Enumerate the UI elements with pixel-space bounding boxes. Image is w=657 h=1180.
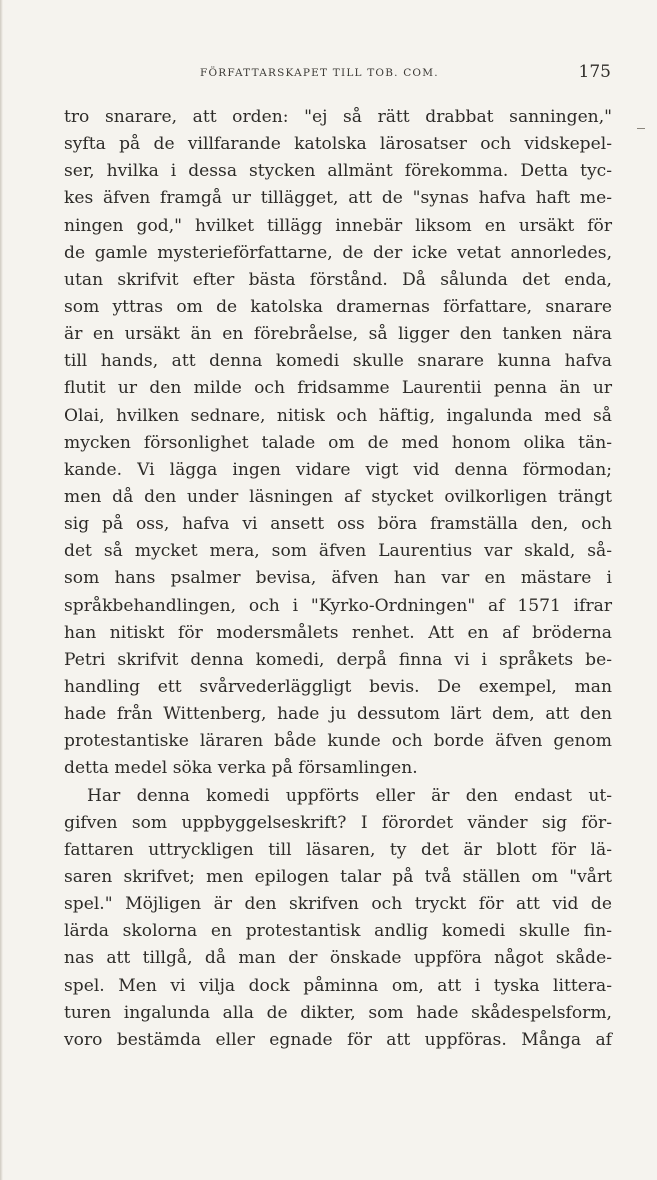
text-line: syfta på de villfarande katolska lärosatser och vidskepel- — [64, 134, 612, 155]
text-line: som hans psalmer bevisa, äfven han var en mästare i — [64, 568, 612, 589]
text-line: han nitiskt för modersmålets renhet. Att en af bröderna — [64, 622, 612, 643]
text-line: mycken försonlighet talade om de med honom olika tän- — [64, 432, 612, 453]
text-line: kes äfven framgå ur tillägget, att de "synas hafva haft me- — [64, 188, 612, 209]
text-line: handling ett svårvederläggligt bevis. De exempel, man — [64, 676, 612, 697]
page-edge-shadow — [0, 0, 3, 1180]
text-line: till hands, att denna komedi skulle snarare kunna hafva — [64, 351, 612, 372]
text-line: är en ursäkt än en förebråelse, så ligger den tanken nära — [64, 324, 612, 345]
page-number: 175 — [578, 62, 611, 82]
text-line: flutit ur den milde och fridsamme Laurentii penna än ur — [64, 378, 612, 399]
text-line: spel." Möjligen är den skrifven och tryckt för att vid de — [64, 894, 612, 915]
text-line: voro bestämda eller egnade för att uppföras. Många af — [64, 1029, 612, 1050]
text-line: Olai, hvilken sednare, nitisk och häftig, ingalunda med så — [64, 405, 612, 426]
text-line: lärda skolorna en protestantisk andlig komedi skulle fin- — [64, 921, 612, 942]
paragraph-start-line: Har denna komedi uppförts eller är den endast ut- — [87, 785, 612, 806]
text-line: gifven som uppbyggelseskrift? I förordet vänder sig för- — [64, 812, 612, 833]
text-line: sig på oss, hafva vi ansett oss böra framställa den, och — [64, 514, 612, 535]
running-title: FÖRFATTARSKAPET TILL TOB. COM. — [200, 67, 439, 79]
page-header — [0, 62, 657, 90]
paragraph-end-line: detta medel söka verka på församlingen. — [64, 758, 418, 779]
text-line: Petri skrifvit denna komedi, derpå finna vi i språkets be- — [64, 649, 612, 670]
text-line: spel. Men vi vilja dock påminna om, att i tyska littera- — [64, 975, 612, 996]
text-line: turen ingalunda alla de dikter, som hade skådespelsform, — [64, 1002, 612, 1023]
text-line: utan skrifvit efter bästa förstånd. Då sålunda det enda, — [64, 269, 612, 290]
text-line: kande. Vi lägga ingen vidare vigt vid denna förmodan; — [64, 459, 612, 480]
text-line: ser, hvilka i dessa stycken allmänt förekomma. Detta tyc- — [64, 161, 612, 182]
margin-mark — [637, 128, 645, 129]
text-line: saren skrifvet; men epilogen talar på två ställen om "vårt — [64, 866, 612, 887]
text-line: men då den under läsningen af stycket ovilkorligen trängt — [64, 486, 612, 507]
text-line: nas att tillgå, då man der önskade uppföra något skåde- — [64, 948, 612, 969]
text-line: det så mycket mera, som äfven Laurentius var skald, så- — [64, 541, 612, 562]
text-line: de gamle mysterieförfattarne, de der icke vetat annorledes, — [64, 242, 612, 263]
body-text — [64, 104, 612, 1054]
text-line: fattaren uttryckligen till läsaren, ty det är blott för lä- — [64, 839, 612, 860]
text-line: tro snarare, att orden: "ej så rätt drabbat sanningen," — [64, 107, 612, 127]
text-line: ningen god," hvilket tillägg innebär liksom en ursäkt för — [64, 215, 612, 236]
text-line: som yttras om de katolska dramernas författare, snarare — [64, 296, 612, 317]
text-line: språkbehandlingen, och i "Kyrko-Ordningen" af 1571 ifrar — [64, 595, 612, 616]
text-line: protestantiske läraren både kunde och borde äfven genom — [64, 731, 612, 752]
text-line: hade från Wittenberg, hade ju dessutom lärt dem, att den — [64, 704, 612, 725]
